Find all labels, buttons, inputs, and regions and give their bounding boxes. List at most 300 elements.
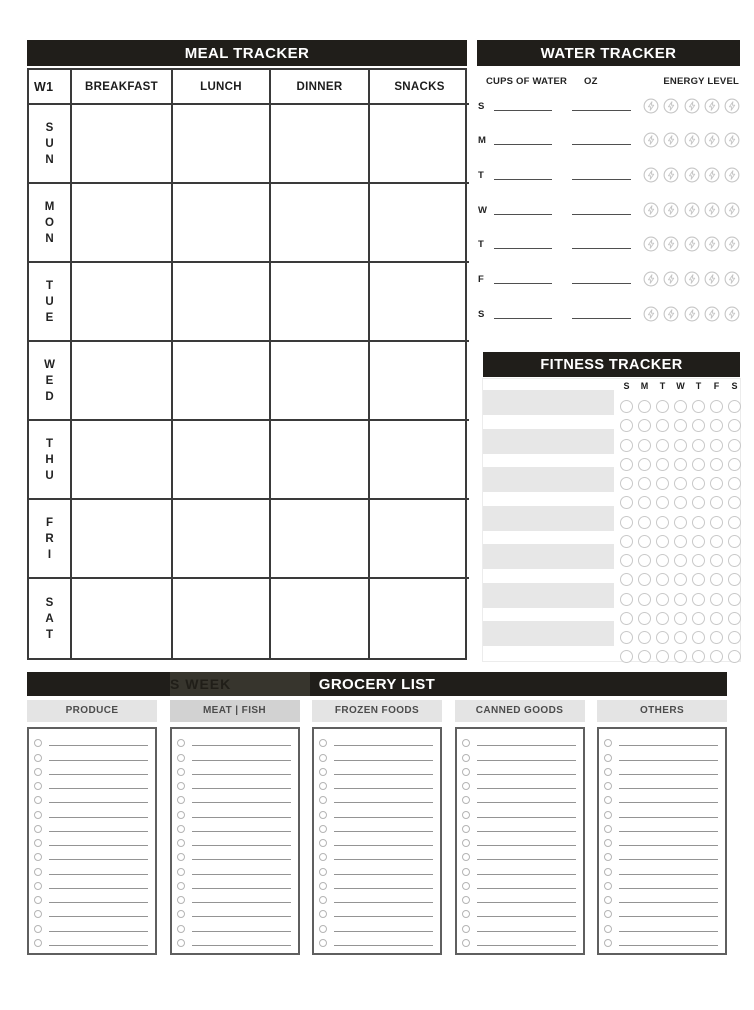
fitness-circle[interactable] bbox=[710, 593, 723, 606]
item-entry-line[interactable] bbox=[49, 802, 148, 803]
item-entry-line[interactable] bbox=[49, 859, 148, 860]
item-entry-line[interactable] bbox=[192, 902, 291, 903]
fitness-circle[interactable] bbox=[710, 439, 723, 452]
checkbox-circle[interactable] bbox=[34, 839, 42, 847]
item-entry-line[interactable] bbox=[192, 817, 291, 818]
fitness-circle[interactable] bbox=[728, 400, 741, 413]
fitness-circle[interactable] bbox=[674, 573, 687, 586]
checkbox-circle[interactable] bbox=[177, 910, 185, 918]
item-entry-line[interactable] bbox=[192, 788, 291, 789]
item-entry-line[interactable] bbox=[334, 859, 433, 860]
item-entry-line[interactable] bbox=[477, 788, 576, 789]
item-entry-line[interactable] bbox=[49, 817, 148, 818]
fitness-circle[interactable] bbox=[620, 458, 633, 471]
fitness-circle[interactable] bbox=[638, 400, 651, 413]
checkbox-circle[interactable] bbox=[319, 739, 327, 747]
fitness-circle[interactable] bbox=[692, 516, 705, 529]
fitness-circle[interactable] bbox=[710, 477, 723, 490]
checkbox-circle[interactable] bbox=[34, 739, 42, 747]
checkbox-circle[interactable] bbox=[462, 825, 470, 833]
exercise-name-field[interactable] bbox=[483, 429, 614, 454]
meal-cell[interactable] bbox=[370, 263, 469, 342]
item-entry-line[interactable] bbox=[334, 945, 433, 946]
fitness-circle[interactable] bbox=[674, 458, 687, 471]
checkbox-circle[interactable] bbox=[177, 868, 185, 876]
checkbox-circle[interactable] bbox=[462, 768, 470, 776]
checkbox-circle[interactable] bbox=[462, 739, 470, 747]
fitness-circle[interactable] bbox=[674, 477, 687, 490]
checkbox-circle[interactable] bbox=[34, 896, 42, 904]
fitness-circle[interactable] bbox=[638, 439, 651, 452]
checkbox-circle[interactable] bbox=[604, 754, 612, 762]
checkbox-circle[interactable] bbox=[462, 896, 470, 904]
item-entry-line[interactable] bbox=[192, 802, 291, 803]
item-entry-line[interactable] bbox=[192, 874, 291, 875]
checkbox-circle[interactable] bbox=[604, 868, 612, 876]
fitness-circle[interactable] bbox=[728, 496, 741, 509]
meal-cell[interactable] bbox=[173, 421, 271, 500]
fitness-circle[interactable] bbox=[710, 631, 723, 644]
item-entry-line[interactable] bbox=[192, 859, 291, 860]
grocery-item-row bbox=[318, 848, 433, 862]
grocery-item-row bbox=[318, 820, 433, 834]
fitness-circle[interactable] bbox=[692, 593, 705, 606]
fitness-circle[interactable] bbox=[620, 439, 633, 452]
checkbox-circle[interactable] bbox=[319, 925, 327, 933]
fitness-circle[interactable] bbox=[728, 516, 741, 529]
fitness-circle[interactable] bbox=[638, 458, 651, 471]
meal-cell[interactable] bbox=[173, 184, 271, 263]
meal-cell[interactable] bbox=[271, 421, 370, 500]
checkbox-circle[interactable] bbox=[34, 768, 42, 776]
energy-bolt-icon[interactable] bbox=[704, 306, 720, 322]
item-entry-line[interactable] bbox=[192, 945, 291, 946]
item-entry-line[interactable] bbox=[477, 831, 576, 832]
item-entry-line[interactable] bbox=[192, 916, 291, 917]
checkbox-circle[interactable] bbox=[462, 782, 470, 790]
fitness-circle[interactable] bbox=[674, 593, 687, 606]
meal-cell[interactable] bbox=[173, 579, 271, 658]
item-entry-line[interactable] bbox=[49, 916, 148, 917]
checkbox-circle[interactable] bbox=[319, 882, 327, 890]
item-entry-line[interactable] bbox=[334, 931, 433, 932]
fitness-circle[interactable] bbox=[656, 400, 669, 413]
item-entry-line[interactable] bbox=[477, 874, 576, 875]
checkbox-circle[interactable] bbox=[462, 925, 470, 933]
item-entry-line[interactable] bbox=[619, 916, 718, 917]
checkbox-circle[interactable] bbox=[319, 839, 327, 847]
energy-bolt-icon[interactable] bbox=[663, 306, 679, 322]
fitness-circle[interactable] bbox=[674, 400, 687, 413]
item-entry-line[interactable] bbox=[619, 817, 718, 818]
fitness-circle[interactable] bbox=[710, 554, 723, 567]
fitness-circle[interactable] bbox=[710, 535, 723, 548]
fitness-circle[interactable] bbox=[710, 458, 723, 471]
meal-cell[interactable] bbox=[72, 500, 173, 579]
item-entry-line[interactable] bbox=[49, 788, 148, 789]
checkbox-circle[interactable] bbox=[177, 882, 185, 890]
meal-cell[interactable] bbox=[72, 342, 173, 421]
checkbox-circle[interactable] bbox=[177, 739, 185, 747]
item-entry-line[interactable] bbox=[619, 788, 718, 789]
checkbox-circle[interactable] bbox=[604, 739, 612, 747]
fitness-circle[interactable] bbox=[728, 458, 741, 471]
fitness-circle[interactable] bbox=[674, 554, 687, 567]
item-entry-line[interactable] bbox=[49, 902, 148, 903]
checkbox-circle[interactable] bbox=[34, 925, 42, 933]
fitness-circle[interactable] bbox=[728, 554, 741, 567]
fitness-circle[interactable] bbox=[656, 477, 669, 490]
item-entry-line[interactable] bbox=[619, 888, 718, 889]
checkbox-circle[interactable] bbox=[604, 839, 612, 847]
item-entry-line[interactable] bbox=[334, 888, 433, 889]
checkbox-circle[interactable] bbox=[319, 853, 327, 861]
meal-cell[interactable] bbox=[370, 579, 469, 658]
checkbox-circle[interactable] bbox=[462, 853, 470, 861]
item-entry-line[interactable] bbox=[619, 945, 718, 946]
checkbox-circle[interactable] bbox=[462, 910, 470, 918]
checkbox-circle[interactable] bbox=[34, 853, 42, 861]
fitness-circle[interactable] bbox=[620, 650, 633, 663]
checkbox-circle[interactable] bbox=[34, 939, 42, 947]
checkbox-circle[interactable] bbox=[177, 925, 185, 933]
fitness-circle[interactable] bbox=[656, 573, 669, 586]
meal-cell[interactable] bbox=[72, 421, 173, 500]
checkbox-circle[interactable] bbox=[462, 754, 470, 762]
item-entry-line[interactable] bbox=[334, 760, 433, 761]
fitness-circle[interactable] bbox=[728, 419, 741, 432]
fitness-circle[interactable] bbox=[638, 477, 651, 490]
checkbox-circle[interactable] bbox=[604, 796, 612, 804]
item-entry-line[interactable] bbox=[619, 745, 718, 746]
checkbox-circle[interactable] bbox=[319, 825, 327, 833]
item-entry-line[interactable] bbox=[477, 945, 576, 946]
item-entry-line[interactable] bbox=[477, 916, 576, 917]
meal-cell[interactable] bbox=[173, 342, 271, 421]
item-entry-line[interactable] bbox=[49, 888, 148, 889]
grocery-category-header: PRODUCE bbox=[27, 700, 157, 722]
meal-cell[interactable] bbox=[271, 263, 370, 342]
checkbox-circle[interactable] bbox=[177, 825, 185, 833]
grocery-item-row bbox=[33, 934, 148, 948]
checkbox-circle[interactable] bbox=[177, 796, 185, 804]
checkbox-circle[interactable] bbox=[604, 896, 612, 904]
fitness-circle[interactable] bbox=[710, 419, 723, 432]
item-entry-line[interactable] bbox=[192, 745, 291, 746]
fitness-circle[interactable] bbox=[656, 439, 669, 452]
grocery-item-row bbox=[33, 834, 148, 848]
meal-cell[interactable] bbox=[370, 500, 469, 579]
meal-cell[interactable] bbox=[370, 342, 469, 421]
meal-cell[interactable] bbox=[370, 184, 469, 263]
item-entry-line[interactable] bbox=[334, 845, 433, 846]
fitness-circle[interactable] bbox=[656, 554, 669, 567]
checkbox-circle[interactable] bbox=[604, 825, 612, 833]
checkbox-circle[interactable] bbox=[34, 796, 42, 804]
item-entry-line[interactable] bbox=[334, 902, 433, 903]
exercise-name-field[interactable] bbox=[483, 544, 614, 569]
item-entry-line[interactable] bbox=[477, 902, 576, 903]
fitness-circle[interactable] bbox=[710, 612, 723, 625]
checkbox-circle[interactable] bbox=[177, 811, 185, 819]
checkbox-circle[interactable] bbox=[177, 896, 185, 904]
item-entry-line[interactable] bbox=[49, 760, 148, 761]
fitness-circle[interactable] bbox=[620, 631, 633, 644]
meal-cell[interactable] bbox=[173, 263, 271, 342]
day-label-sun: S U N bbox=[29, 105, 72, 184]
item-entry-line[interactable] bbox=[192, 831, 291, 832]
item-entry-line[interactable] bbox=[334, 745, 433, 746]
item-entry-line[interactable] bbox=[477, 859, 576, 860]
fitness-circle[interactable] bbox=[728, 650, 741, 663]
meal-cell[interactable] bbox=[173, 500, 271, 579]
checkbox-circle[interactable] bbox=[34, 811, 42, 819]
fitness-circle[interactable] bbox=[728, 535, 741, 548]
fitness-circle[interactable] bbox=[692, 400, 705, 413]
checkbox-circle[interactable] bbox=[34, 754, 42, 762]
fitness-circle[interactable] bbox=[728, 573, 741, 586]
checkbox-circle[interactable] bbox=[319, 796, 327, 804]
fitness-circle[interactable] bbox=[692, 573, 705, 586]
fitness-circle[interactable] bbox=[620, 554, 633, 567]
fitness-circle[interactable] bbox=[674, 612, 687, 625]
checkbox-circle[interactable] bbox=[319, 754, 327, 762]
checkbox-circle[interactable] bbox=[462, 839, 470, 847]
fitness-circle[interactable] bbox=[656, 535, 669, 548]
fitness-circle[interactable] bbox=[638, 650, 651, 663]
fitness-circle[interactable] bbox=[638, 535, 651, 548]
meal-cell[interactable] bbox=[271, 579, 370, 658]
item-entry-line[interactable] bbox=[619, 859, 718, 860]
item-entry-line[interactable] bbox=[192, 845, 291, 846]
fitness-circle[interactable] bbox=[692, 496, 705, 509]
item-entry-line[interactable] bbox=[619, 831, 718, 832]
checkbox-circle[interactable] bbox=[34, 910, 42, 918]
checkbox-circle[interactable] bbox=[319, 939, 327, 947]
item-entry-line[interactable] bbox=[619, 802, 718, 803]
fitness-circle[interactable] bbox=[656, 458, 669, 471]
cups-entry-line[interactable] bbox=[494, 318, 552, 319]
fitness-circle[interactable] bbox=[728, 477, 741, 490]
item-entry-line[interactable] bbox=[334, 874, 433, 875]
checkbox-circle[interactable] bbox=[177, 839, 185, 847]
grocery-list-box bbox=[312, 727, 442, 955]
checkbox-circle[interactable] bbox=[34, 825, 42, 833]
fitness-circle[interactable] bbox=[638, 554, 651, 567]
fitness-circle[interactable] bbox=[620, 612, 633, 625]
fitness-circle[interactable] bbox=[638, 419, 651, 432]
fitness-circle[interactable] bbox=[620, 516, 633, 529]
energy-bolt-icon[interactable] bbox=[684, 306, 700, 322]
fitness-circle[interactable] bbox=[692, 631, 705, 644]
fitness-circle[interactable] bbox=[674, 439, 687, 452]
meal-cell[interactable] bbox=[370, 105, 469, 184]
fitness-circle[interactable] bbox=[674, 419, 687, 432]
exercise-name-field[interactable] bbox=[483, 506, 614, 531]
item-entry-line[interactable] bbox=[477, 845, 576, 846]
checkbox-circle[interactable] bbox=[462, 882, 470, 890]
fitness-circle[interactable] bbox=[620, 535, 633, 548]
grocery-item-row bbox=[33, 791, 148, 805]
meal-cell[interactable] bbox=[72, 184, 173, 263]
fitness-circle[interactable] bbox=[656, 650, 669, 663]
checkbox-circle[interactable] bbox=[462, 939, 470, 947]
fitness-circle[interactable] bbox=[710, 516, 723, 529]
item-entry-line[interactable] bbox=[619, 902, 718, 903]
checkbox-circle[interactable] bbox=[177, 768, 185, 776]
item-entry-line[interactable] bbox=[49, 874, 148, 875]
fitness-circle[interactable] bbox=[710, 650, 723, 663]
fitness-circle[interactable] bbox=[728, 593, 741, 606]
item-entry-line[interactable] bbox=[49, 945, 148, 946]
checkbox-circle[interactable] bbox=[462, 811, 470, 819]
checkbox-circle[interactable] bbox=[177, 853, 185, 861]
energy-bolt-icon[interactable] bbox=[724, 306, 740, 322]
fitness-circle[interactable] bbox=[674, 535, 687, 548]
fitness-circle[interactable] bbox=[692, 612, 705, 625]
item-entry-line[interactable] bbox=[619, 845, 718, 846]
checkbox-circle[interactable] bbox=[604, 782, 612, 790]
grocery-category-header: OTHERS bbox=[597, 700, 727, 722]
fitness-circle[interactable] bbox=[620, 496, 633, 509]
item-entry-line[interactable] bbox=[477, 745, 576, 746]
checkbox-circle[interactable] bbox=[319, 910, 327, 918]
fitness-circle[interactable] bbox=[638, 496, 651, 509]
fitness-circle[interactable] bbox=[710, 496, 723, 509]
oz-entry-line[interactable] bbox=[572, 318, 631, 319]
fitness-circle[interactable] bbox=[692, 458, 705, 471]
item-entry-line[interactable] bbox=[49, 774, 148, 775]
fitness-circle[interactable] bbox=[620, 477, 633, 490]
exercise-name-field[interactable] bbox=[483, 467, 614, 492]
checkbox-circle[interactable] bbox=[604, 882, 612, 890]
item-entry-line[interactable] bbox=[49, 745, 148, 746]
fitness-circle[interactable] bbox=[674, 516, 687, 529]
fitness-circle[interactable] bbox=[656, 516, 669, 529]
meal-cell[interactable] bbox=[271, 342, 370, 421]
item-entry-line[interactable] bbox=[477, 760, 576, 761]
fitness-circle[interactable] bbox=[692, 554, 705, 567]
fitness-circle[interactable] bbox=[710, 400, 723, 413]
grocery-item-row bbox=[33, 777, 148, 791]
checkbox-circle[interactable] bbox=[604, 853, 612, 861]
checkbox-circle[interactable] bbox=[604, 910, 612, 918]
fitness-circle[interactable] bbox=[638, 573, 651, 586]
item-entry-line[interactable] bbox=[192, 931, 291, 932]
item-entry-line[interactable] bbox=[477, 802, 576, 803]
item-entry-line[interactable] bbox=[334, 774, 433, 775]
fitness-circle[interactable] bbox=[656, 612, 669, 625]
fitness-circle[interactable] bbox=[638, 631, 651, 644]
fitness-circle[interactable] bbox=[692, 535, 705, 548]
exercise-name-field[interactable] bbox=[483, 390, 614, 415]
fitness-circle[interactable] bbox=[620, 419, 633, 432]
fitness-circle[interactable] bbox=[692, 439, 705, 452]
checkbox-circle[interactable] bbox=[604, 811, 612, 819]
meal-cell[interactable] bbox=[173, 105, 271, 184]
item-entry-line[interactable] bbox=[334, 817, 433, 818]
fitness-circle[interactable] bbox=[656, 496, 669, 509]
meal-cell[interactable] bbox=[271, 184, 370, 263]
item-entry-line[interactable] bbox=[619, 760, 718, 761]
fitness-circle[interactable] bbox=[620, 400, 633, 413]
item-entry-line[interactable] bbox=[619, 774, 718, 775]
meal-cell[interactable] bbox=[271, 105, 370, 184]
fitness-circle[interactable] bbox=[620, 573, 633, 586]
item-entry-line[interactable] bbox=[477, 931, 576, 932]
checkbox-circle[interactable] bbox=[604, 939, 612, 947]
checkbox-circle[interactable] bbox=[177, 782, 185, 790]
meal-cell[interactable] bbox=[72, 105, 173, 184]
checkbox-circle[interactable] bbox=[319, 868, 327, 876]
item-entry-line[interactable] bbox=[49, 831, 148, 832]
fitness-circle[interactable] bbox=[656, 419, 669, 432]
checkbox-circle[interactable] bbox=[177, 754, 185, 762]
fitness-circle[interactable] bbox=[638, 612, 651, 625]
item-entry-line[interactable] bbox=[192, 760, 291, 761]
checkbox-circle[interactable] bbox=[34, 868, 42, 876]
item-entry-line[interactable] bbox=[477, 774, 576, 775]
fitness-circle[interactable] bbox=[674, 496, 687, 509]
item-entry-line[interactable] bbox=[334, 788, 433, 789]
fitness-circle[interactable] bbox=[638, 516, 651, 529]
fitness-circle[interactable] bbox=[692, 419, 705, 432]
checkbox-circle[interactable] bbox=[319, 768, 327, 776]
meal-cell[interactable] bbox=[271, 500, 370, 579]
fitness-circle[interactable] bbox=[656, 593, 669, 606]
checkbox-circle[interactable] bbox=[177, 939, 185, 947]
checkbox-circle[interactable] bbox=[34, 882, 42, 890]
meal-cell[interactable] bbox=[72, 579, 173, 658]
checkbox-circle[interactable] bbox=[34, 782, 42, 790]
item-entry-line[interactable] bbox=[334, 831, 433, 832]
item-entry-line[interactable] bbox=[334, 916, 433, 917]
fitness-circle[interactable] bbox=[674, 631, 687, 644]
fitness-circle[interactable] bbox=[674, 650, 687, 663]
fitness-circle[interactable] bbox=[656, 631, 669, 644]
checkbox-circle[interactable] bbox=[319, 896, 327, 904]
fitness-circle[interactable] bbox=[638, 593, 651, 606]
item-entry-line[interactable] bbox=[49, 845, 148, 846]
checkbox-circle[interactable] bbox=[319, 811, 327, 819]
meal-cell[interactable] bbox=[370, 421, 469, 500]
item-entry-line[interactable] bbox=[477, 817, 576, 818]
item-entry-line[interactable] bbox=[192, 888, 291, 889]
fitness-circle[interactable] bbox=[620, 593, 633, 606]
fitness-circle[interactable] bbox=[692, 650, 705, 663]
item-entry-line[interactable] bbox=[49, 931, 148, 932]
checkbox-circle[interactable] bbox=[462, 868, 470, 876]
item-entry-line[interactable] bbox=[619, 931, 718, 932]
checkbox-circle[interactable] bbox=[604, 768, 612, 776]
fitness-circle[interactable] bbox=[728, 631, 741, 644]
energy-bolt-icon[interactable] bbox=[643, 306, 659, 322]
item-entry-line[interactable] bbox=[192, 774, 291, 775]
item-entry-line[interactable] bbox=[334, 802, 433, 803]
exercise-name-field[interactable] bbox=[483, 583, 614, 608]
item-entry-line[interactable] bbox=[619, 874, 718, 875]
item-entry-line[interactable] bbox=[477, 888, 576, 889]
checkbox-circle[interactable] bbox=[462, 796, 470, 804]
fitness-circle[interactable] bbox=[692, 477, 705, 490]
fitness-circle[interactable] bbox=[710, 573, 723, 586]
meal-cell[interactable] bbox=[72, 263, 173, 342]
exercise-name-field[interactable] bbox=[483, 621, 614, 646]
checkbox-circle[interactable] bbox=[319, 782, 327, 790]
fitness-circle[interactable] bbox=[728, 439, 741, 452]
fitness-circle[interactable] bbox=[728, 612, 741, 625]
checkbox-circle[interactable] bbox=[604, 925, 612, 933]
